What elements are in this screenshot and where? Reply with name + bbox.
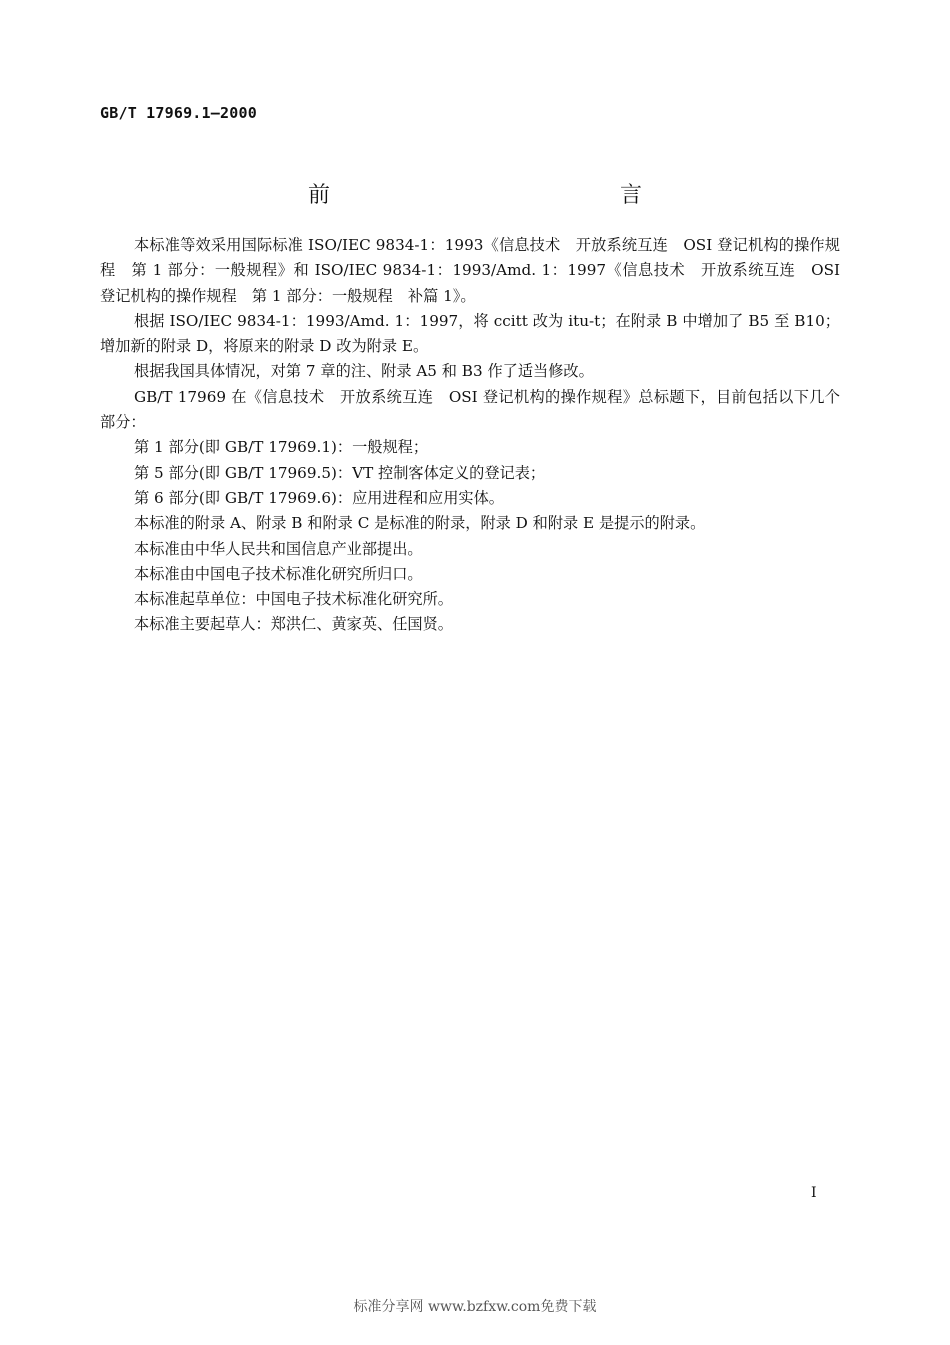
paragraph-drafters: 本标准主要起草人：郑洪仁、黄家英、任国贤。: [134, 615, 453, 634]
list-item-part-6: 第 6 部分(即 GB/T 17969.6)：应用进程和应用实体。: [134, 488, 504, 507]
paragraph-proposer: 本标准由中华人民共和国信息产业部提出。: [134, 539, 423, 558]
paragraph-changes: 根据 ISO/IEC 9834-1：1993/Amd. 1：1997，将 ccitt 改为 itu-t；在附录 B 中增加了 B5 至 B10；增加新的附录 D，将原来的附录 D 改为附录 E。: [100, 311, 840, 356]
standard-code: GB/T 17969.1—2000: [100, 104, 257, 122]
paragraph-adoption: 本标准等效采用国际标准 ISO/IEC 9834-1：1993《信息技术 开放系统互连 OSI 登记机构的操作规程 第 1 部分：一般规程》和 ISO/IEC 9834-1：1993/Amd. 1：1997《信息技术 开放系统互连 OSI 登记机构的操作规程 第 1 部分：一般规程 补篇 1》。: [100, 236, 840, 305]
paragraph-series-intro: GB/T 17969 在《信息技术 开放系统互连 OSI 登记机构的操作规程》总标题下，目前包括以下几个部分：: [100, 387, 840, 432]
page-number: I: [811, 1185, 817, 1201]
page-title: 前 言: [307, 183, 724, 208]
list-item-part-5: 第 5 部分(即 GB/T 17969.5)：VT 控制客体定义的登记表；: [134, 463, 546, 482]
list-item-part-1: 第 1 部分(即 GB/T 17969.1)：一般规程；: [134, 438, 429, 457]
paragraph-administrator: 本标准由中国电子技术标准化研究所归口。: [134, 564, 423, 583]
foreword-body: [100, 233, 840, 638]
paragraph-modifications: 根据我国具体情况，对第 7 章的注、附录 A5 和 B3 作了适当修改。: [134, 362, 594, 381]
paragraph-annexes: 本标准的附录 A、附录 B 和附录 C 是标准的附录，附录 D 和附录 E 是提示的附录。: [134, 514, 706, 533]
paragraph-drafting-unit: 本标准起草单位：中国电子技术标准化研究所。: [134, 590, 453, 609]
footer-watermark: 标准分享网 www.bzfxw.com免费下载: [353, 1299, 597, 1315]
